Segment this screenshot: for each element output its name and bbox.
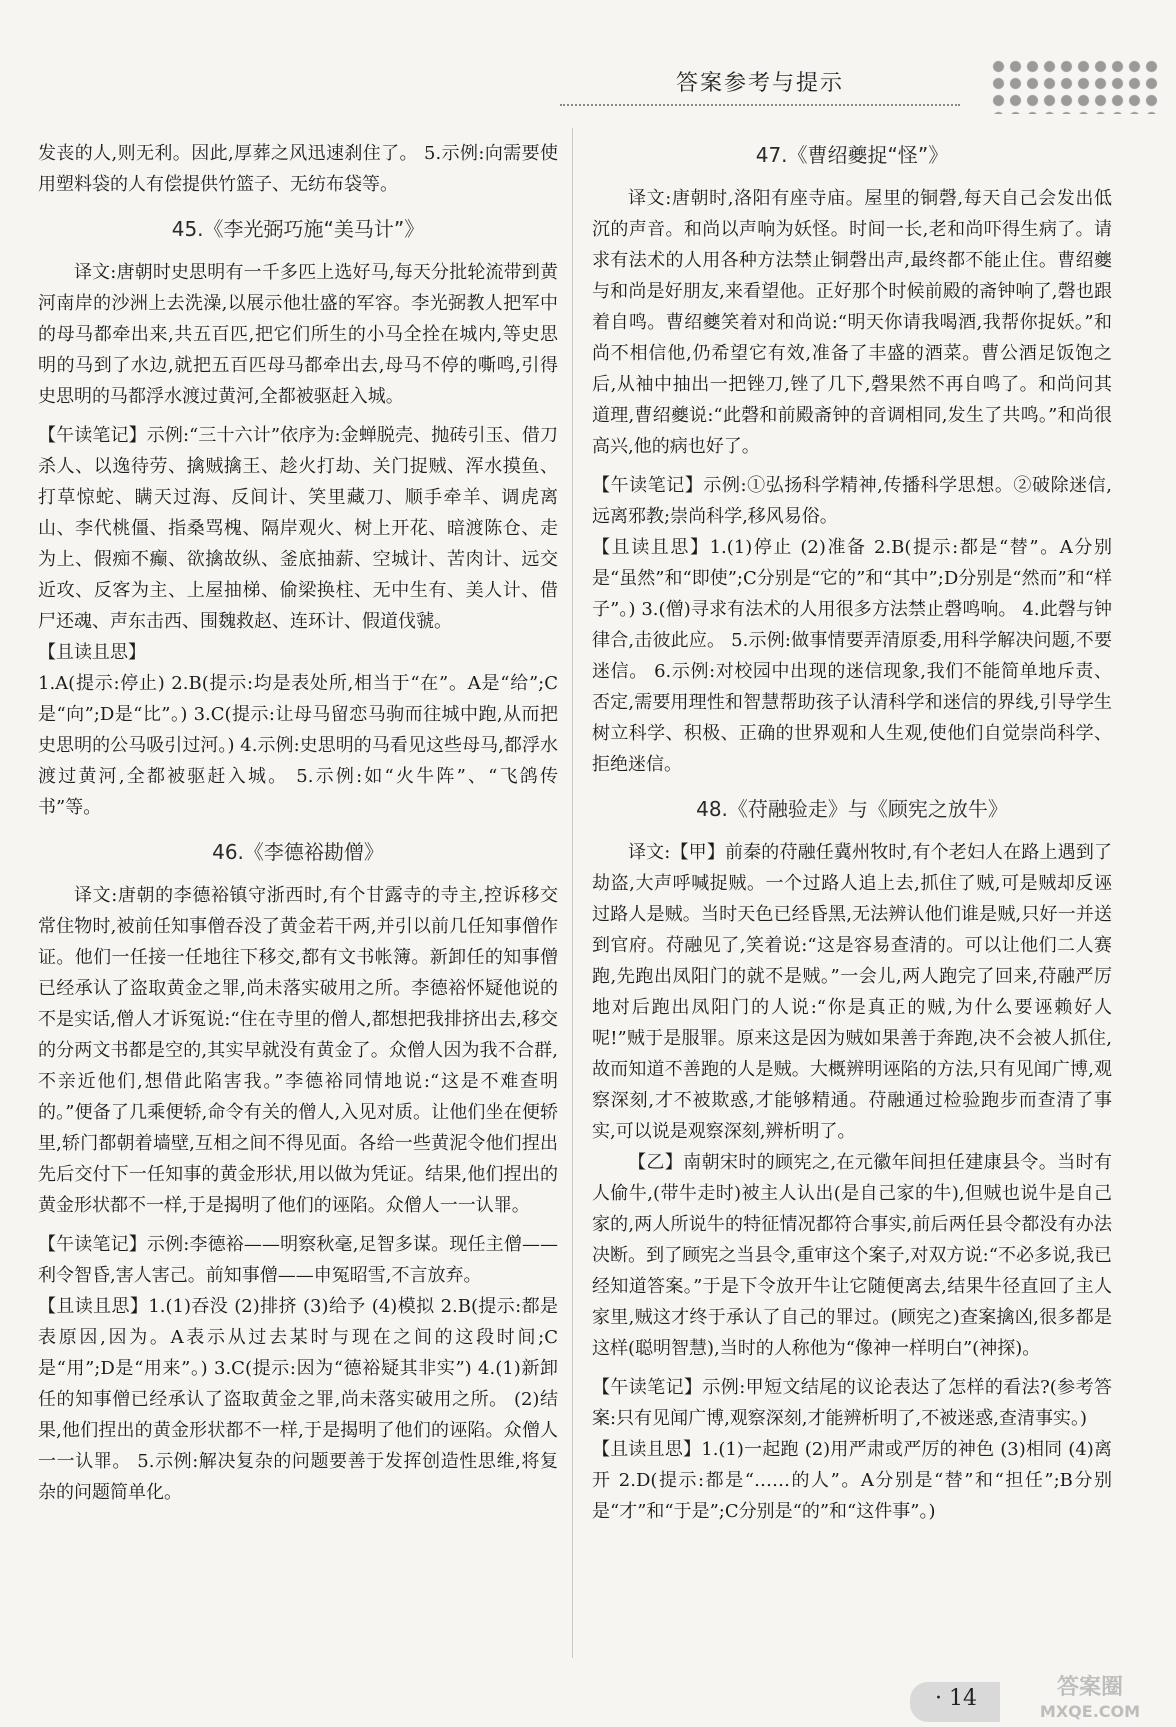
section-48-notes: 【午读笔记】示例:甲短文结尾的议论表达了怎样的看法?(参考答案:只有见闻广博,观察深刻,才能辨析明了,不被迷惑,查清事实。) bbox=[592, 1377, 1112, 1429]
section-45-title: 45.《李光弼巧施“美马计”》 bbox=[171, 217, 425, 241]
section-46-notes: 【午读笔记】示例:李德裕——明察秋毫,足智多谋。现任主僧——利令智昏,害人害己。前知事僧——申冤昭雪,不言放弃。 bbox=[38, 1234, 558, 1286]
column-divider bbox=[572, 128, 573, 1658]
page-number-value: 14 bbox=[949, 1686, 977, 1711]
section-47-notes: 【午读笔记】示例:①弘扬科学精神,传播科学思想。②破除迷信,远离邪教;崇尚科学,移风易俗。 bbox=[592, 475, 1112, 527]
right-column bbox=[592, 138, 1112, 1527]
section-46-answers: 【且读且思】1.(1)吞没 (2)排挤 (3)给予 (4)模拟 2.B(提示:都是表原因,因为。A表示从过去某时与现在之间的这段时间;C是“用”;D是“用来”。) 3.C(提示:因为“德裕疑其非实”) 4.(1)新卸任的知事僧已经承认了盗取黄金之罪,尚未落实破用之所。 (2)结果,他们捏出的黄金形状都不一样,于是揭明了他们的诬陷。众僧人一一认罪。 5.示例:解决复杂的问题要善于发挥创造性思维,将复杂的问题简单化。 bbox=[38, 1296, 558, 1503]
left-column bbox=[38, 138, 558, 1508]
header-divider bbox=[560, 104, 960, 106]
header-title: 答案参考与提示 bbox=[675, 71, 844, 96]
page-number: · 14 bbox=[935, 1686, 977, 1711]
section-48-translation-b: 【乙】南朝宋时的顾宪之,在元徽年间担任建康县令。当时有人偷牛,(带牛走时)被主人认出(是自己家的牛),但贼也说牛是自己家的,两人所说牛的特征情况都符合事实,前后两任县令都没有办法决断。到了顾宪之当县令,重审这个案子,对双方说:“不必多说,我已经知道答案。”于是下令放开牛让它随便离去,结果牛径直回了主人家里,贼这才终于承认了自己的罪过。(顾宪之)查案擒凶,很多都是这样(聪明智慧),当时的人称他为“像神一样明白”(神探)。 bbox=[592, 1152, 1112, 1359]
section-45-answers: 1.A(提示:停止) 2.B(提示:均是表处所,相当于“在”。A是“给”;C是“向”;D是“比”。) 3.C(提示:让母马留恋马驹而往城中跑,从而把史思明的公马吸引过河。) 4.示例:史思明的马看见这些母马,都浮水渡过黄河,全都被驱赶入城。 5.示例:如“火牛阵”、“飞鸽传书”等。 bbox=[38, 673, 558, 818]
section-45-notes: 【午读笔记】示例:“三十六计”依序为:金蝉脱壳、抛砖引玉、借刀杀人、以逸待劳、擒贼擒王、趁火打劫、关门捉贼、浑水摸鱼、打草惊蛇、瞒天过海、反间计、笑里藏刀、顺手牵羊、调虎离山、李代桃僵、指桑骂槐、隔岸观火、树上开花、暗渡陈仓、走为上、假痴不癫、欲擒故纵、釜底抽薪、空城计、苦肉计、远交近攻、反客为主、上屋抽梯、偷梁换柱、无中生有、美人计、借尸还魂、声东击西、围魏救赵、连环计、假道伐虢。 bbox=[38, 425, 558, 632]
decorative-dot-pattern bbox=[990, 58, 1160, 114]
section-47-translation: 译文:唐朝时,洛阳有座寺庙。屋里的铜磬,每天自己会发出低沉的声音。和尚以声响为妖怪。时间一长,老和尚吓得生病了。请求有法术的人用各种方法禁止铜磬出声,最终都不能止住。曹绍夔与和尚是好朋友,来看望他。正好那个时候前殿的斋钟响了,磬也跟着自鸣。曹绍夔笑着对和尚说:“明天你请我喝酒,我帮你捉妖。”和尚不相信他,仍希望它有效,准备了丰盛的酒菜。曹公酒足饭饱之后,从袖中抽出一把锉刀,锉了几下,磬果然不再自鸣了。和尚问其道理,曹绍夔说:“此磬和前殿斋钟的音调相同,发生了共鸣。”和尚很高兴,他的病也好了。 bbox=[592, 188, 1112, 457]
section-48-translation-a: 译文:【甲】前秦的苻融任冀州牧时,有个老妇人在路上遇到了劫盗,大声呼喊捉贼。一个过路人追上去,抓住了贼,可是贼却反诬过路人是贼。当时天色已经昏黑,无法辨认他们谁是贼,只好一并送到官府。苻融见了,笑着说:“这是容易查清的。可以让他们二人赛跑,先跑出凤阳门的就不是贼。”一会儿,两人跑完了回来,苻融严厉地对后跑出凤阳门的人说:“你是真正的贼,为什么要诬赖好人呢!”贼于是服罪。原来这是因为贼如果善于奔跑,决不会被人抓住,故而知道不善跑的人是贼。大概辨明诬陷的方法,只有见闻广博,观察深刻,才不被欺惑,才能够精通。苻融通过检验跑步而查清了事实,可以说是观察深刻,辨析明了。 bbox=[592, 842, 1112, 1142]
watermark-text: 答案圈 bbox=[1056, 1675, 1123, 1700]
section-46-title: 46.《李德裕勘僧》 bbox=[212, 840, 384, 864]
continued-paragraph: 发丧的人,则无利。因此,厚葬之风迅速刹住了。 5.示例:向需要使用塑料袋的人有偿提供竹篮子、无纺布袋等。 bbox=[38, 143, 558, 195]
section-48-title: 48.《苻融验走》与《顾宪之放牛》 bbox=[696, 797, 1008, 821]
section-45-translation: 译文:唐朝时史思明有一千多匹上选好马,每天分批轮流带到黄河南岸的沙洲上去洗澡,以展示他壮盛的军容。李光弼教人把军中的母马都牵出来,共五百匹,把它们所生的小马全拴在城内,等史思明的马到了水边,就把五百匹母马都牵出去,母马不停的嘶鸣,引得史思明的马都浮水渡过黄河,全都被驱赶入城。 bbox=[38, 262, 558, 407]
section-46-translation: 译文:唐朝的李德裕镇守浙西时,有个甘露寺的寺主,控诉移交常住物时,被前任知事僧吞没了黄金若干两,并引以前几任知事僧作证。他们一任接一任地往下移交,都有文书帐簿。新卸任的知事僧已经承认了盗取黄金之罪,尚未落实破用之所。李德裕怀疑他说的不是实话,僧人才诉冤说:“住在寺里的僧人,都想把我排挤出去,移交的分两文书都是空的,其实早就没有黄金了。众僧人因为我不合群,不亲近他们,想借此陷害我。”李德裕同情地说:“这是不难查明的。”便备了几乘便轿,命令有关的僧人,入见对质。让他们坐在便轿里,轿门都朝着墙壁,互相之间不得见面。各给一些黄泥令他们捏出先后交付下一任知事的黄金形状,用以做为凭证。结果,他们捏出的黄金形状都不一样,于是揭明了他们的诬陷。众僧人一一认罪。 bbox=[38, 885, 558, 1216]
section-45-think-heading: 【且读且思】 bbox=[38, 642, 146, 663]
section-48-answers: 【且读且思】1.(1)一起跑 (2)用严肃或严厉的神色 (3)相同 (4)离开 2.D(提示:都是“……的人”。A分别是“替”和“担任”;B分别是“才”和“于是”;C分别是“的”和“这件事”。) bbox=[592, 1439, 1112, 1522]
watermark-url: MXQE.COM bbox=[1039, 1702, 1141, 1721]
watermark-logo bbox=[1010, 1676, 1170, 1724]
section-47-title: 47.《曹绍夔捉“怪”》 bbox=[755, 143, 949, 167]
section-47-answers: 【且读且思】1.(1)停止 (2)准备 2.B(提示:都是“替”。A分别是“虽然”和“即使”;C分别是“它的”和“其中”;D分别是“然而”和“样子”。) 3.(僧)寻求有法术的人用很多方法禁止磬鸣响。 4.此磬与钟律合,击彼此应。 5.示例:做事情要弄清原委,用科学解决问题,不要迷信。 6.示例:对校园中出现的迷信现象,我们不能简单地斥责、否定,需要用理性和智慧帮助孩子认清科学和迷信的界线,引导学生树立科学、积极、正确的世界观和人生观,使他们自觉崇尚科学、拒绝迷信。 bbox=[592, 537, 1112, 775]
